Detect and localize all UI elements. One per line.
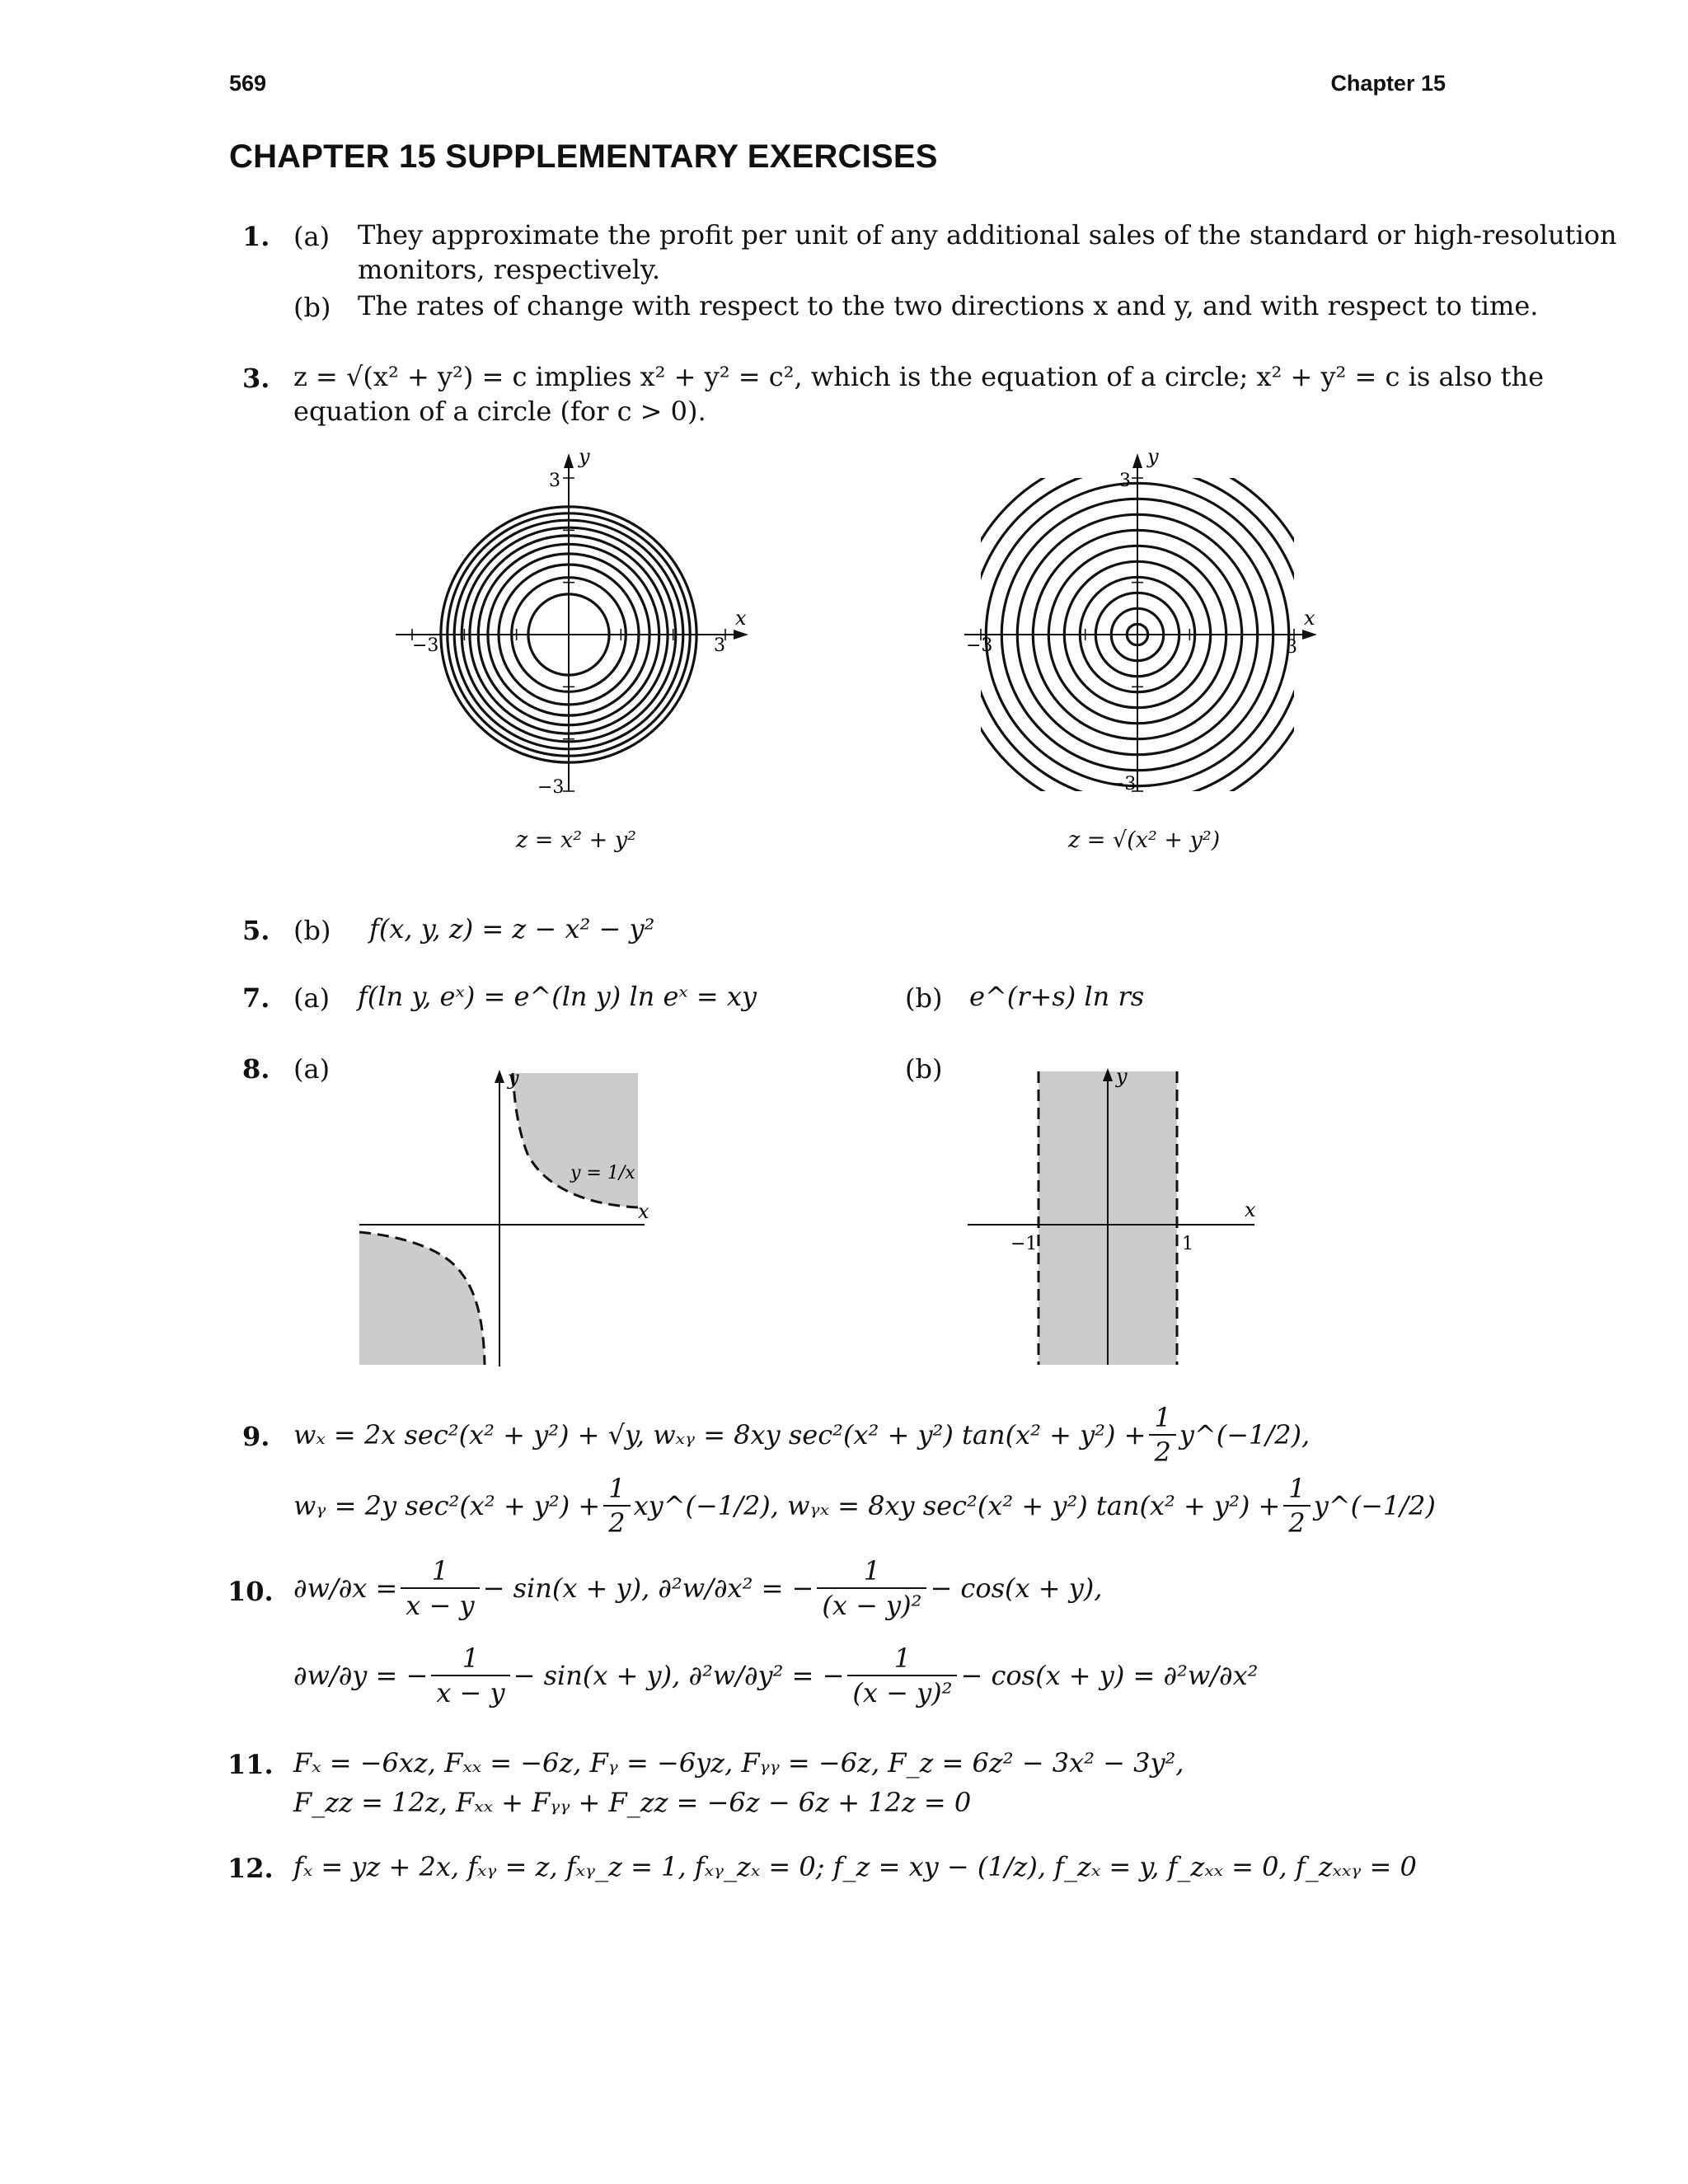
equation-line bbox=[293, 1642, 1258, 1709]
fraction-numerator: 1 bbox=[1283, 1472, 1310, 1507]
equation-text: − sin(x + y), ∂²w/∂y² = − bbox=[513, 1660, 845, 1691]
equation-text: ∂w/∂x = bbox=[293, 1572, 398, 1604]
chapter-label: Chapter 15 bbox=[1330, 71, 1446, 96]
fraction bbox=[431, 1642, 509, 1709]
answer-text: e^(r+s) ln rs bbox=[969, 981, 1145, 1012]
shaded-region-q3 bbox=[359, 1228, 485, 1365]
page-title: CHAPTER 15 SUPPLEMENTARY EXERCISES bbox=[229, 138, 938, 175]
fraction-numerator: 1 bbox=[817, 1554, 926, 1589]
fraction-denominator: x − y bbox=[436, 1677, 505, 1708]
equation-line bbox=[293, 1554, 1102, 1622]
tick-label: 3 bbox=[1119, 471, 1131, 491]
exercise-number: 9. bbox=[242, 1421, 270, 1452]
exercise-number: 8. bbox=[242, 1053, 270, 1085]
part-label: (b) bbox=[293, 292, 331, 323]
x-axis-label: x bbox=[735, 607, 747, 630]
answer-text: They approximate the profit per unit of any additional sales of the standard or high-resolution bbox=[358, 219, 1617, 251]
equation-line: F_zz = 12z, Fₓₓ + Fᵧᵧ + F_zz = −6z − 6z + 12z = 0 bbox=[293, 1787, 972, 1818]
y-axis-arrow bbox=[1132, 453, 1142, 468]
fraction bbox=[1149, 1401, 1175, 1469]
tick-label: −3 bbox=[412, 635, 439, 656]
page-number: 569 bbox=[229, 71, 267, 96]
fraction bbox=[603, 1472, 630, 1540]
y-axis-arrow bbox=[495, 1070, 504, 1083]
shaded-region-q1 bbox=[513, 1073, 638, 1207]
tick-label: 3 bbox=[549, 471, 560, 491]
part-label: (b) bbox=[905, 1053, 943, 1085]
exercise-number: 3. bbox=[242, 363, 270, 394]
fraction-numerator: 1 bbox=[431, 1642, 509, 1676]
exercise-number: 1. bbox=[242, 221, 270, 252]
exercise-number: 10. bbox=[227, 1576, 274, 1607]
equation-text: wₓ = 2x sec²(x² + y²) + √y, wₓᵧ = 8xy sec²(x² + y²) tan(x² + y²) + bbox=[293, 1419, 1146, 1451]
fraction-numerator: 1 bbox=[847, 1642, 957, 1676]
fraction-numerator: 1 bbox=[401, 1554, 479, 1589]
y-axis-label: y bbox=[1116, 1065, 1128, 1088]
fraction-numerator: 1 bbox=[1149, 1401, 1175, 1436]
equation-text: y^(−1/2) bbox=[1313, 1490, 1436, 1521]
y-axis-label: y bbox=[579, 445, 590, 468]
fraction-denominator: (x − y)² bbox=[852, 1677, 953, 1708]
exercise-number: 5. bbox=[242, 915, 270, 946]
region-plot-a bbox=[354, 1063, 668, 1376]
equation-text: − cos(x + y) = ∂²w/∂x² bbox=[960, 1660, 1259, 1691]
answer-text: equation of a circle (for c > 0). bbox=[293, 396, 706, 427]
exercise-number: 7. bbox=[242, 982, 270, 1014]
fraction-denominator: x − y bbox=[406, 1590, 475, 1621]
answer-text: monitors, respectively. bbox=[358, 254, 660, 285]
part-label: (a) bbox=[293, 982, 331, 1014]
equation-text: xy^(−1/2), wᵧₓ = 8xy sec²(x² + y²) tan(x² + y²) + bbox=[633, 1490, 1281, 1521]
curve-label: y = 1/x bbox=[570, 1163, 635, 1183]
tick-label: 1 bbox=[1182, 1234, 1193, 1254]
exercise-number: 11. bbox=[227, 1749, 274, 1780]
equation-text: wᵧ = 2y sec²(x² + y²) + bbox=[293, 1490, 601, 1521]
equation-text: ∂w/∂y = − bbox=[293, 1660, 429, 1691]
fraction bbox=[817, 1554, 926, 1622]
fraction-denominator: 2 bbox=[608, 1507, 626, 1539]
x-axis-label: x bbox=[1245, 1198, 1256, 1221]
answer-text: f(ln y, eˣ) = e^(ln y) ln eˣ = xy bbox=[358, 981, 757, 1012]
part-label: (b) bbox=[905, 982, 943, 1014]
answer-text: f(x, y, z) = z − x² − y² bbox=[369, 913, 655, 944]
equation-line: Fₓ = −6xz, Fₓₓ = −6z, Fᵧ = −6yz, Fᵧᵧ = −6z, F_z = 6z² − 3x² − 3y², bbox=[293, 1747, 1184, 1779]
equation-text: − sin(x + y), ∂²w/∂x² = − bbox=[482, 1572, 814, 1604]
contour-plot-left bbox=[387, 445, 750, 824]
part-label: (a) bbox=[293, 221, 331, 252]
fraction-denominator: (x − y)² bbox=[822, 1590, 922, 1621]
fraction bbox=[1283, 1472, 1310, 1540]
region-plot-b bbox=[964, 1063, 1261, 1376]
equation-line: fₓ = yz + 2x, fₓᵧ = z, fₓᵧ_z = 1, fₓᵧ_zₓ = 0; f_z = xy − (1/z), f_zₓ = y, f_zₓₓ = 0, f_zₓₓᵧ = 0 bbox=[293, 1851, 1417, 1882]
equation-text: y^(−1/2), bbox=[1179, 1419, 1311, 1451]
x-axis-arrow bbox=[1302, 630, 1317, 640]
fraction-numerator: 1 bbox=[603, 1472, 630, 1507]
figure-caption: z = x² + y² bbox=[516, 827, 636, 853]
contour-plot-right bbox=[956, 445, 1319, 824]
part-label: (a) bbox=[293, 1053, 331, 1085]
equation-line bbox=[293, 1472, 1436, 1540]
x-axis-arrow bbox=[734, 630, 748, 640]
answer-text: z = √(x² + y²) = c implies x² + y² = c², which is the equation of a circle; x² + y² = c is also the bbox=[293, 361, 1545, 392]
figure-caption: z = √(x² + y²) bbox=[1068, 827, 1221, 853]
y-axis-arrow bbox=[564, 453, 574, 468]
answer-text: The rates of change with respect to the two directions x and y, and with respect to time. bbox=[358, 290, 1539, 321]
part-label: (b) bbox=[293, 915, 331, 946]
equation-line bbox=[293, 1401, 1310, 1469]
tick-label: 3 bbox=[1286, 637, 1297, 658]
fraction-denominator: 2 bbox=[1288, 1507, 1306, 1539]
fraction-denominator: 2 bbox=[1154, 1436, 1171, 1468]
fraction bbox=[401, 1554, 479, 1622]
tick-label: −3 bbox=[966, 635, 993, 656]
y-axis-label: y bbox=[1147, 445, 1159, 468]
exercise-number: 12. bbox=[227, 1853, 274, 1884]
tick-label: −1 bbox=[1010, 1234, 1038, 1254]
y-axis-label: y bbox=[508, 1066, 519, 1090]
x-axis-label: x bbox=[1304, 607, 1315, 630]
equation-text: − cos(x + y), bbox=[930, 1572, 1103, 1604]
tick-label: 3 bbox=[714, 635, 725, 656]
tick-label: −3 bbox=[537, 777, 565, 798]
fraction bbox=[847, 1642, 957, 1709]
x-axis-label: x bbox=[638, 1200, 649, 1223]
tick-label: −3 bbox=[1109, 774, 1137, 794]
